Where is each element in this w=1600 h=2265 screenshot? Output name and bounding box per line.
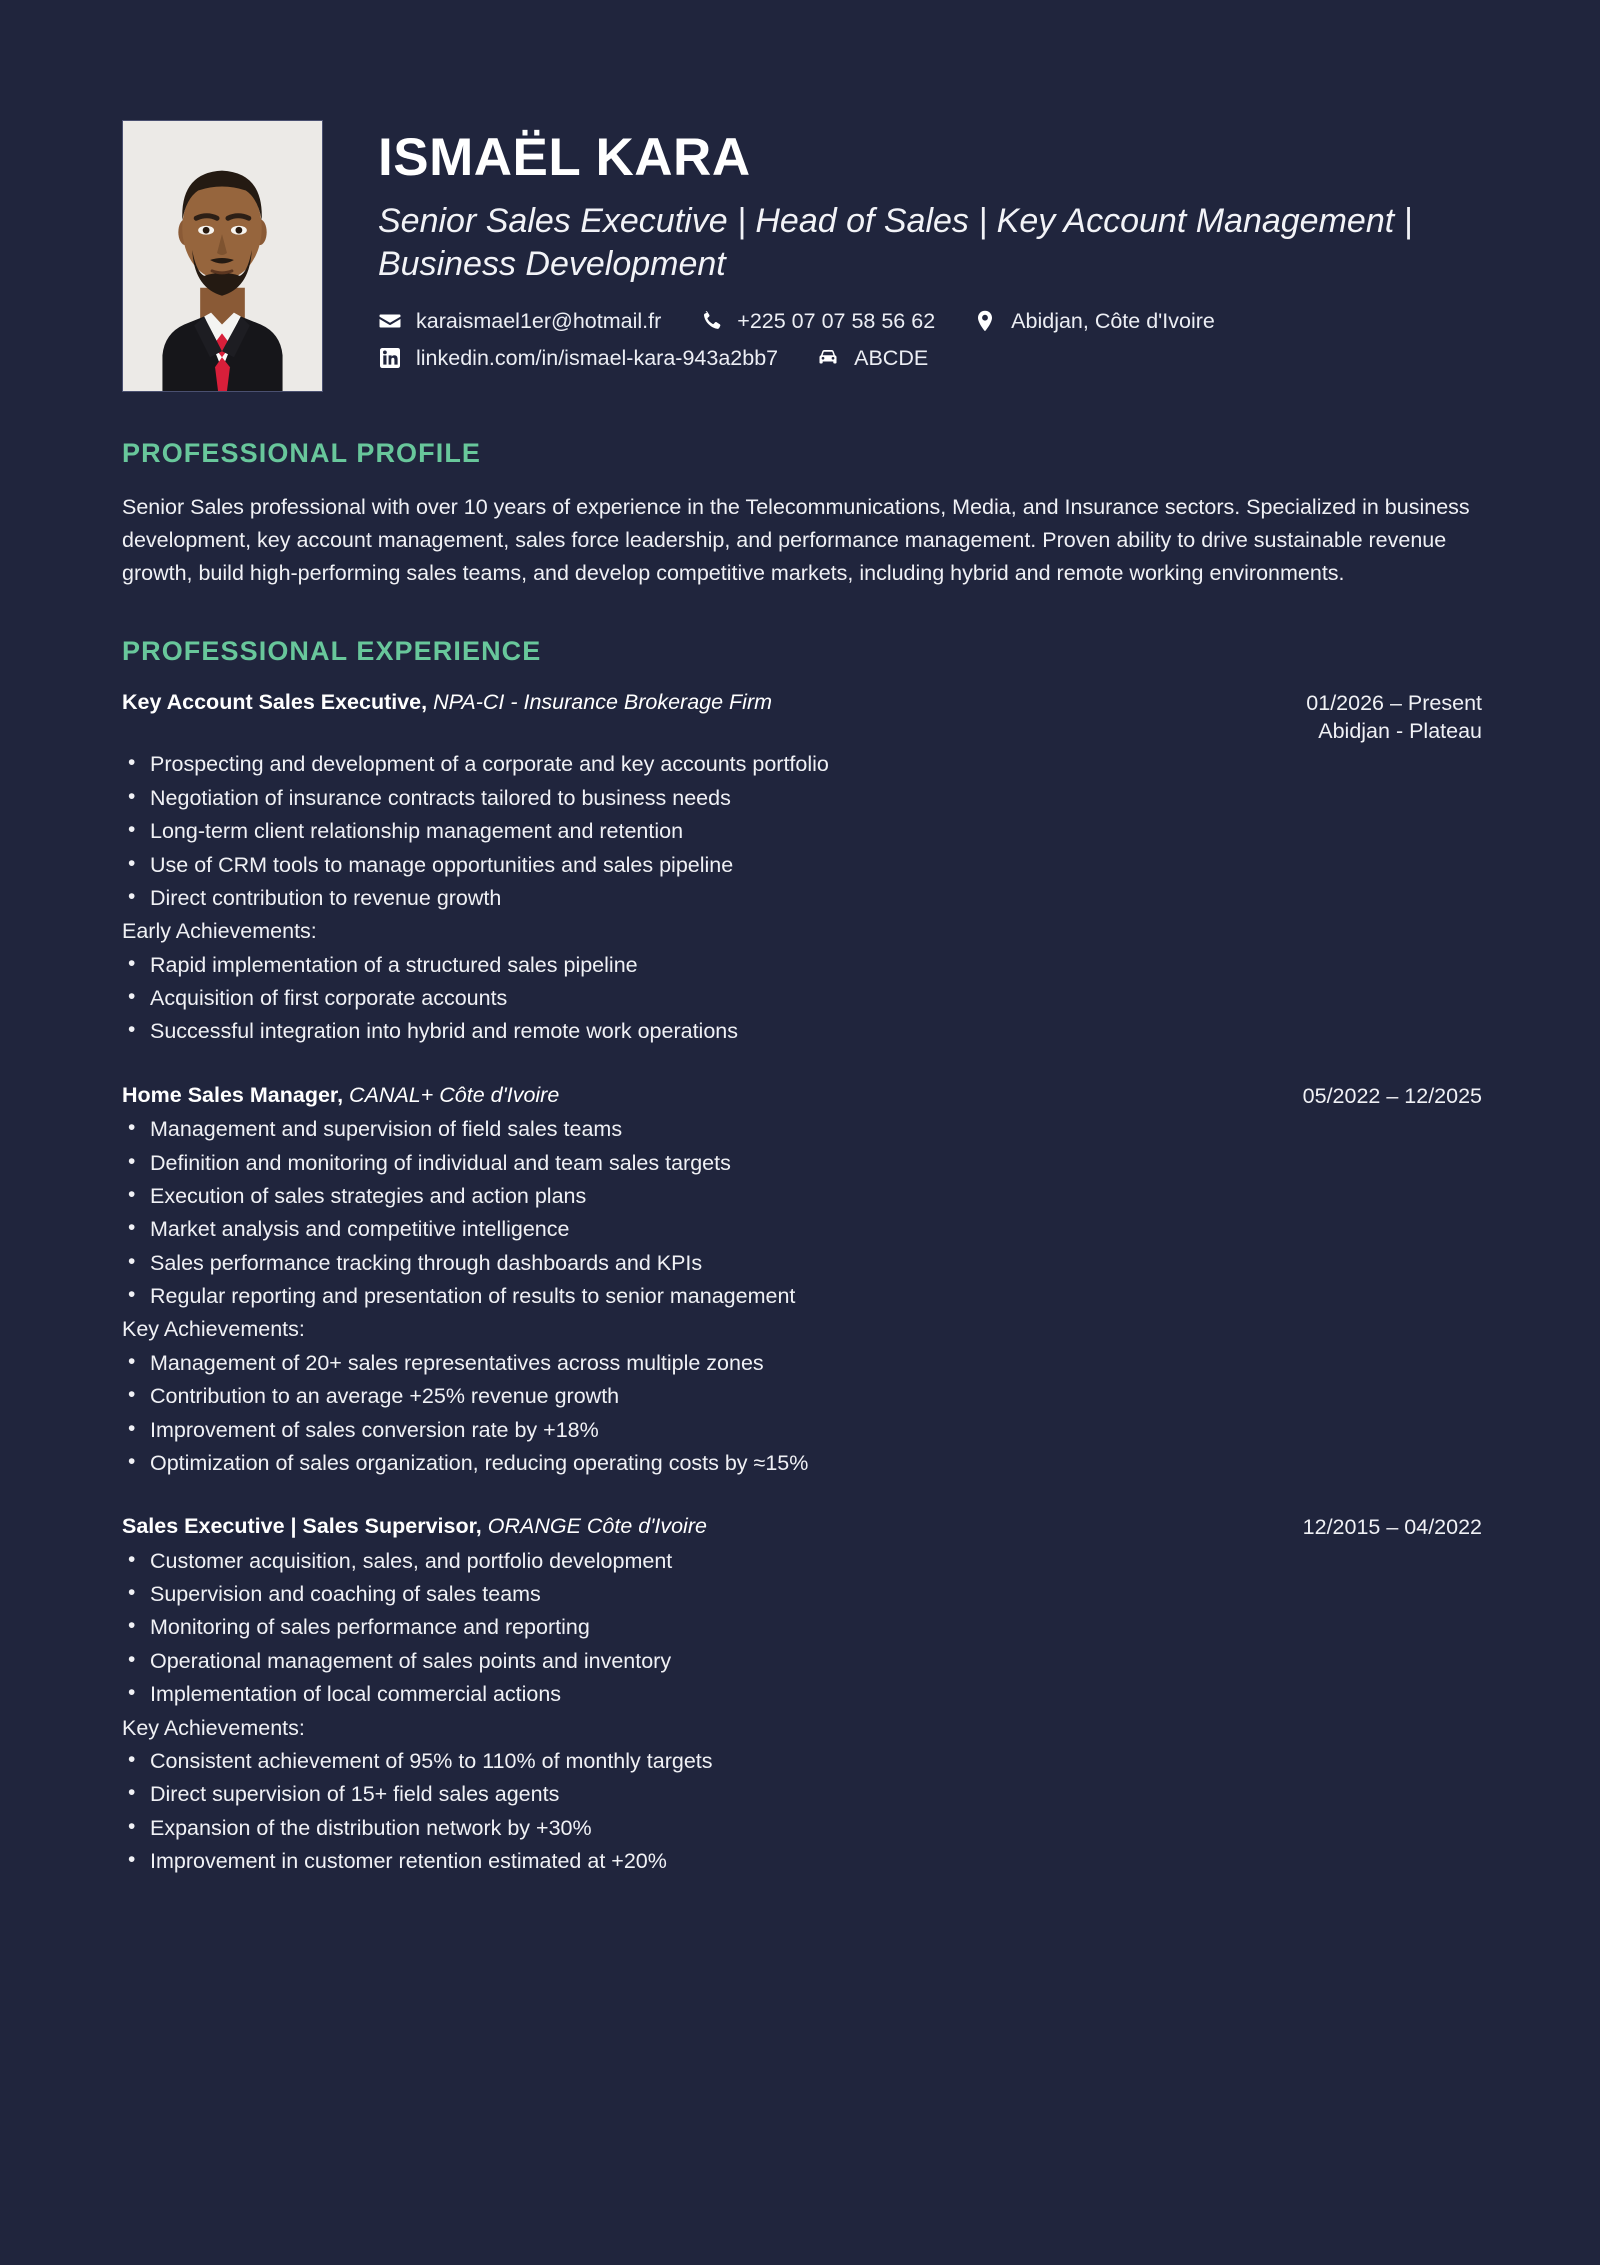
list-item: • Negotiation of insurance contracts tailored to business needs	[122, 784, 1482, 812]
location-pin-icon	[973, 309, 997, 333]
job-dates: 01/2026 – Present	[1306, 690, 1482, 715]
job-role: Home Sales Manager,	[122, 1082, 344, 1107]
contact-phone[interactable]	[699, 309, 935, 334]
professional-headline: Senior Sales Executive | Head of Sales | Key Account Management | Business Development	[378, 201, 1413, 284]
job-responsibility-list	[122, 1115, 1482, 1477]
list-item: • Improvement in customer retention estimated at +20%	[122, 1847, 1482, 1875]
contact-email[interactable]	[378, 309, 661, 334]
phone-icon	[699, 309, 723, 333]
job-responsibility-list	[122, 750, 1482, 1045]
list-item: • Supervision and coaching of sales teams	[122, 1580, 1482, 1608]
contact-email-value: karaismael1er@hotmail.fr	[416, 308, 662, 333]
experience-entry	[122, 1082, 1482, 1478]
job-dates: 05/2022 – 12/2025	[1302, 1083, 1482, 1108]
job-meta	[1273, 1082, 1482, 1110]
list-item: • Direct supervision of 15+ field sales agents	[122, 1780, 1482, 1808]
list-item: • Consistent achievement of 95% to 110% of monthly targets	[122, 1747, 1482, 1775]
list-item: • Customer acquisition, sales, and portfolio development	[122, 1547, 1482, 1575]
email-icon	[378, 309, 402, 333]
job-meta	[1276, 689, 1482, 746]
list-item: • Improvement of sales conversion rate by +18%	[122, 1416, 1482, 1444]
list-item: • Direct contribution to revenue growth	[122, 884, 1482, 912]
profile-photo	[122, 120, 323, 392]
experience-entry	[122, 1513, 1482, 1875]
job-role: Sales Executive | Sales Supervisor,	[122, 1514, 482, 1539]
car-icon	[816, 346, 840, 370]
list-item: • Regular reporting and presentation of results to senior management	[122, 1282, 1482, 1310]
list-item: • Sales performance tracking through dashboards and KPIs	[122, 1249, 1482, 1277]
list-item: • Monitoring of sales performance and reporting	[122, 1613, 1482, 1641]
job-location: Abidjan - Plateau	[1318, 719, 1482, 744]
experience-entry-header	[122, 1513, 1482, 1541]
list-item: • Use of CRM tools to manage opportunities and sales pipeline	[122, 851, 1482, 879]
contact-row-secondary	[378, 346, 1482, 371]
contact-row-primary	[378, 309, 1482, 334]
achievements-label: Early Achievements:	[122, 919, 317, 944]
list-item: • Long-term client relationship management and retention	[122, 817, 1482, 845]
list-item: • Execution of sales strategies and action plans	[122, 1182, 1482, 1210]
header-text-block	[323, 120, 1482, 383]
list-item: • Successful integration into hybrid and remote work operations	[122, 1017, 1482, 1045]
contact-linkedin-value: linkedin.com/in/ismael-kara-943a2bb7	[416, 345, 779, 370]
job-company: ORANGE Côte d'Ivoire	[481, 1514, 707, 1539]
contact-driving-licence	[816, 346, 928, 371]
list-item: • Expansion of the distribution network by +30%	[122, 1814, 1482, 1842]
job-responsibility-list	[122, 1547, 1482, 1876]
experience-entry	[122, 689, 1482, 1046]
achievements-label: Key Achievements:	[122, 1715, 305, 1740]
contact-phone-value: +225 07 07 58 56 62	[737, 308, 936, 333]
contact-block	[378, 309, 1482, 371]
list-item: • Management of 20+ sales representatives across multiple zones	[122, 1349, 1482, 1377]
list-item: • Market analysis and competitive intelligence	[122, 1215, 1482, 1243]
list-item: • Definition and monitoring of individual and team sales targets	[122, 1149, 1482, 1177]
list-item: • Optimization of sales organization, reducing operating costs by ≈15%	[122, 1449, 1482, 1477]
list-item: • Acquisition of first corporate accounts	[122, 984, 1482, 1012]
section-professional-profile	[122, 438, 1482, 590]
contact-location-value: Abidjan, Côte d'Ivoire	[1011, 308, 1215, 333]
job-company: CANAL+ Côte d'Ivoire	[343, 1082, 560, 1107]
linkedin-icon	[378, 346, 402, 370]
list-item: • Operational management of sales points and inventory	[122, 1647, 1482, 1675]
profile-summary-text: Senior Sales professional with over 10 years of experience in the Telecommunications, Media, and Insurance sectors. Specialized in business development, key account management, sales force leadership, and performance management. Proven ability to drive sustainable revenue growth, build high-performing sales teams, and develop competitive markets, including hybrid and remote working environments.	[122, 495, 1470, 585]
experience-entry-header	[122, 689, 1482, 746]
section-professional-experience	[122, 636, 1482, 1876]
experience-list	[122, 689, 1482, 1876]
job-meta	[1273, 1513, 1482, 1541]
job-title	[122, 1082, 1273, 1110]
section-title-profile: PROFESSIONAL PROFILE	[122, 438, 482, 468]
list-item: • Management and supervision of field sales teams	[122, 1115, 1482, 1143]
job-dates: 12/2015 – 04/2022	[1302, 1515, 1482, 1540]
job-title	[122, 1513, 1273, 1541]
contact-driving-licence-value: ABCDE	[854, 345, 929, 370]
contact-linkedin[interactable]	[378, 346, 778, 371]
experience-entry-header	[122, 1082, 1482, 1110]
achievements-label: Key Achievements:	[122, 1317, 305, 1342]
job-company: NPA-CI - Insurance Brokerage Firm	[427, 689, 773, 714]
resume-header	[122, 120, 1482, 392]
contact-location	[973, 309, 1215, 334]
job-role: Key Account Sales Executive,	[122, 689, 428, 714]
headshot-illustration	[123, 121, 322, 391]
list-item: • Prospecting and development of a corporate and key accounts portfolio	[122, 750, 1482, 778]
list-item: • Rapid implementation of a structured sales pipeline	[122, 951, 1482, 979]
job-title	[122, 689, 1276, 717]
page-title: ISMAËL KARA	[378, 128, 751, 187]
list-item: • Contribution to an average +25% revenue growth	[122, 1382, 1482, 1410]
list-item: • Implementation of local commercial actions	[122, 1680, 1482, 1708]
section-title-experience: PROFESSIONAL EXPERIENCE	[122, 635, 542, 666]
